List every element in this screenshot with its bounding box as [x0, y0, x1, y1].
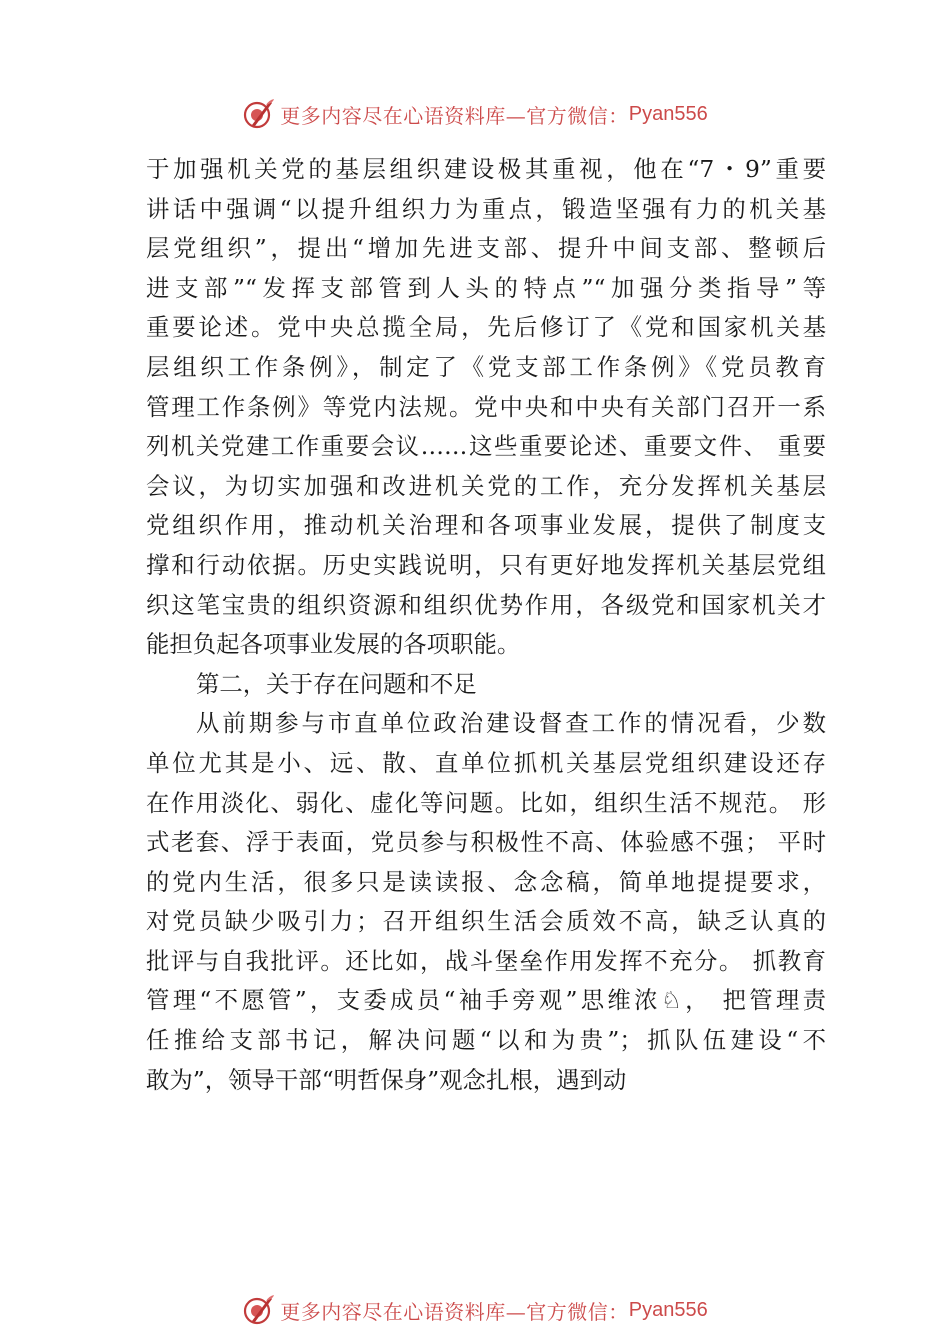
text-line: 单位尤其是小、远、散、直单位抓机关基层党组织建设还存 — [146, 748, 826, 777]
text-line: 的党内生活，很多只是读读报、念念稿，简单地提提要求， — [146, 867, 826, 896]
text-line: 对党员缺少吸引力；召开组织生活会质效不高，缺乏认真的 — [146, 907, 826, 936]
text-line: 讲话中强调“以提升组织力为重点，锻造坚强有力的机关基 — [146, 194, 826, 223]
quill-seal-icon — [242, 1293, 276, 1327]
section-heading: 第二，关于存在问题和不足 — [196, 669, 477, 698]
watermark-account: Pyan556 — [628, 1298, 708, 1321]
text-line: 于加强机关党的基层组织建设极其重视，他在“7・9”重要 — [146, 155, 826, 183]
text-line: 织这笔宝贵的组织资源和组织优势作用，各级党和国家机关才 — [146, 590, 826, 619]
document-body — [146, 150, 826, 1100]
text-line: 进支部”“发挥支部管到人头的特点”“加强分类指导”等 — [146, 273, 826, 302]
text-line: 式老套、浮于表面，党员参与积极性不高、体验感不强； 平时 — [146, 828, 826, 857]
text-line: 撑和行动依据。历史实践说明，只有更好地发挥机关基层党组 — [146, 550, 826, 579]
text-line: 管理工作条例》等党内法规。党中央和中央有关部门召开一系 — [146, 392, 826, 421]
text-line: 任推给支部书记，解决问题“以和为贵”；抓队伍建设“不 — [146, 1026, 826, 1055]
text-line: 在作用淡化、弱化、虚化等问题。比如，组织生活不规范。 形 — [146, 788, 826, 817]
text-line: 层党组织”，提出“增加先进支部、提升中间支部、整顿后 — [146, 234, 826, 263]
text-line: 党组织作用，推动机关治理和各项事业发展，提供了制度支 — [146, 511, 826, 540]
watermark-account: Pyan556 — [628, 102, 708, 125]
text-line: 从前期参与市直单位政治建设督查工作的情况看，少数 — [196, 709, 826, 738]
footer-watermark — [0, 1290, 950, 1330]
text-line: 批评与自我批评。还比如，战斗堡垒作用发挥不充分。 抓教育 — [146, 946, 826, 975]
text-line: 管理“不愿管”，支委成员“袖手旁观”思维浓♘， 把管理责 — [146, 986, 826, 1015]
text-line: 重要论述。党中央总揽全局，先后修订了《党和国家机关基 — [146, 313, 826, 342]
watermark-text: 更多内容尽在心语资料库—官方微信： — [280, 103, 629, 128]
watermark-text: 更多内容尽在心语资料库—官方微信： — [280, 1299, 629, 1324]
text-line: 列机关党建工作重要会议……这些重要论述、重要文件、 重要 — [146, 432, 826, 461]
text-line: 层组织工作条例》，制定了《党支部工作条例》《党员教育 — [146, 352, 826, 381]
quill-seal-icon — [242, 97, 276, 131]
text-line: 敢为”，领导干部“明哲保身”观念扎根，遇到动 — [146, 1065, 627, 1094]
text-line: 会议，为切实加强和改进机关党的工作，充分发挥机关基层 — [146, 471, 826, 500]
text-line: 能担负起各项事业发展的各项职能。 — [146, 630, 521, 659]
header-watermark — [0, 94, 950, 134]
